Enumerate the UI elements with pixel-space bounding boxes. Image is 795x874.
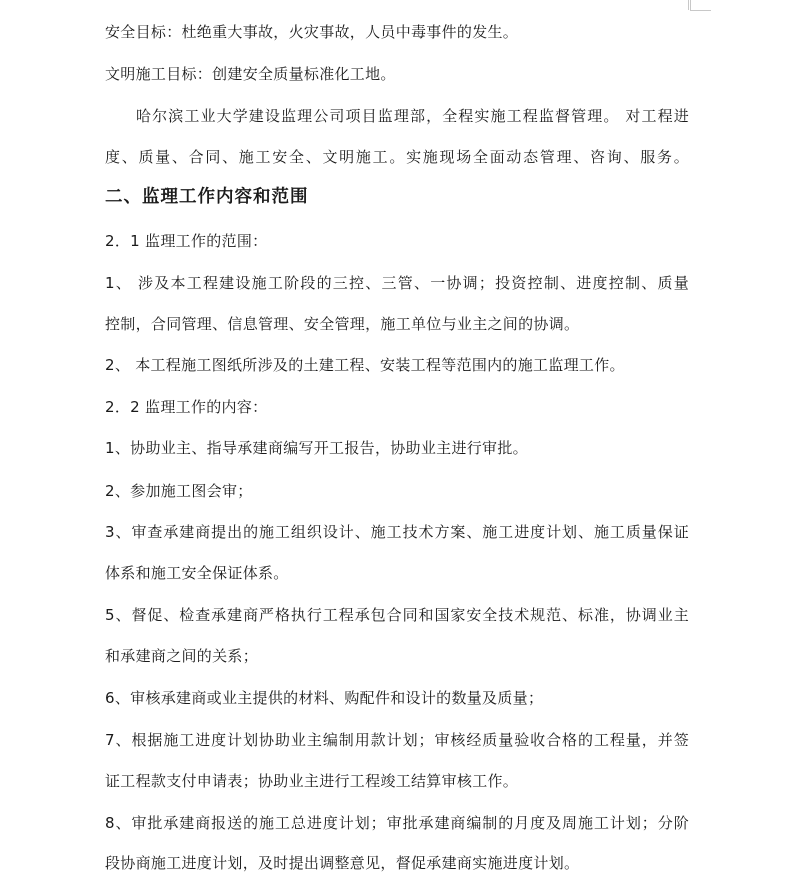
list-item-line: 7、根据施工进度计划协助业主编制用款计划；审核经质量验收合格的工程量，并签: [105, 731, 689, 749]
subsection-title: 2．2 监理工作的内容：: [105, 398, 268, 416]
list-item-line: 6、审核承建商或业主提供的材料、购配件和设计的数量及质量；: [105, 689, 544, 707]
list-item-line: 段协商施工进度计划，及时提出调整意见，督促承建商实施进度计划。: [105, 854, 580, 872]
list-item-line: 1、 涉及本工程建设施工阶段的三控、三管、一协调；投资控制、进度控制、质量: [105, 274, 689, 292]
crop-mark-right: [690, 0, 711, 11]
list-item-line: 2、 本工程施工图纸所涉及的土建工程、安装工程等范围内的施工监理工作。: [105, 356, 625, 374]
paragraph-line: 度、质量、合同、施工安全、文明施工。实施现场全面动态管理、咨询、服务。: [105, 148, 689, 166]
list-item-line: 1、协助业主、指导承建商编写开工报告，协助业主进行审批。: [105, 439, 528, 457]
civilized-construction-goal-line: 文明施工目标：创建安全质量标准化工地。: [105, 65, 396, 83]
list-item-line: 2、参加施工图会审；: [105, 482, 253, 500]
crop-mark-left: [688, 0, 689, 10]
list-item-line: 控制，合同管理、信息管理、安全管理，施工单位与业主之间的协调。: [105, 315, 580, 333]
list-item-line: 3、审查承建商提出的施工组织设计、施工技术方案、施工进度计划、施工质量保证: [105, 523, 689, 541]
list-item-line: 5、督促、检查承建商严格执行工程承包合同和国家安全技术规范、标准，协调业主: [105, 606, 689, 624]
list-item-line: 和承建商之间的关系；: [105, 647, 259, 665]
safety-goal-line: 安全目标：杜绝重大事故，火灾事故，人员中毒事件的发生。: [105, 23, 519, 41]
list-item-line: 体系和施工安全保证体系。: [105, 564, 289, 582]
section-heading: 二、监理工作内容和范围: [105, 187, 309, 207]
subsection-title: 2．1 监理工作的范围：: [105, 232, 268, 250]
paragraph-line: 哈尔滨工业大学建设监理公司项目监理部，全程实施工程监督管理。 对工程进: [136, 107, 689, 125]
list-item-line: 证工程款支付申请表；协助业主进行工程竣工结算审核工作。: [105, 772, 519, 790]
list-item-line: 8、审批承建商报送的施工总进度计划；审批承建商编制的月度及周施工计划；分阶: [105, 814, 689, 832]
